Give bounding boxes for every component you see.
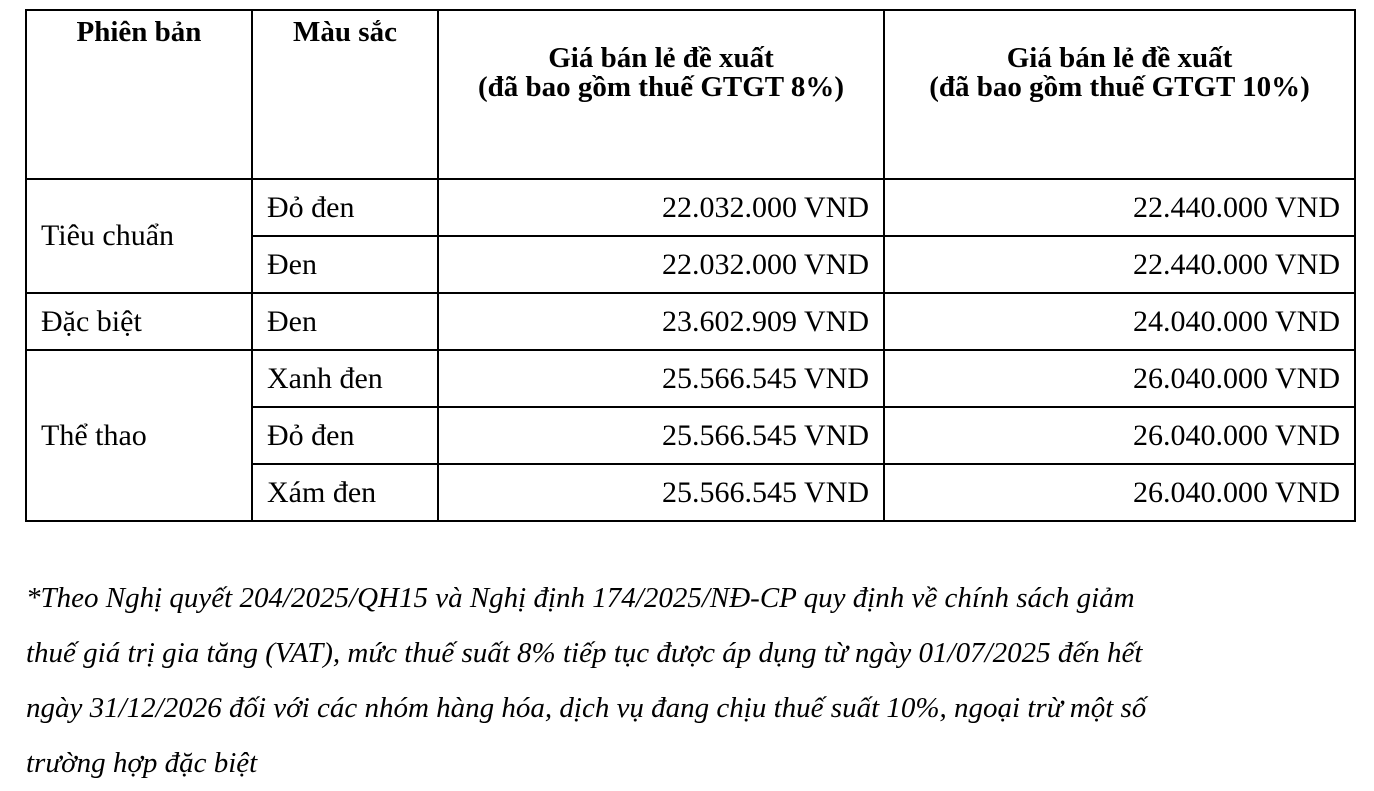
version-cell: Thể thao <box>26 350 252 521</box>
color-cell: Xám đen <box>252 464 438 521</box>
version-cell: Tiêu chuẩn <box>26 179 252 293</box>
header-color <box>252 10 438 179</box>
footnote-line: ngày 31/12/2026 đối với các nhóm hàng hóa, dịch vụ đang chịu thuế suất 10%, ngoại trừ một số <box>26 692 1147 724</box>
header-color-label: Màu sắc <box>293 16 397 48</box>
footnote-line: thuế giá trị gia tăng (VAT), mức thuế suất 8% tiếp tục được áp dụng từ ngày 01/07/2025 đến hết <box>26 637 1143 669</box>
header-price-8-line2: (đã bao gồm thuế GTGT 8%) <box>477 71 845 103</box>
price-table <box>25 9 1356 522</box>
table-row <box>26 350 1355 407</box>
table-row <box>26 179 1355 236</box>
footnote-line: *Theo Nghị quyết 204/2025/QH15 và Nghị định 174/2025/NĐ-CP quy định về chính sách giảm <box>26 582 1135 614</box>
price-8-cell: 22.032.000 VND <box>438 179 884 236</box>
header-version-label: Phiên bản <box>76 16 202 48</box>
version-cell: Đặc biệt <box>26 293 252 350</box>
header-version <box>26 10 252 179</box>
header-price-8-line1: Giá bán lẻ đề xuất <box>548 42 774 74</box>
color-cell: Đỏ đen <box>252 407 438 464</box>
header-row <box>26 10 1355 179</box>
header-price-10-line1: Giá bán lẻ đề xuất <box>1006 42 1233 74</box>
price-10-cell: 22.440.000 VND <box>884 179 1355 236</box>
color-cell: Xanh đen <box>252 350 438 407</box>
price-10-cell: 26.040.000 VND <box>884 407 1355 464</box>
color-cell: Đỏ đen <box>252 179 438 236</box>
price-8-cell: 25.566.545 VND <box>438 464 884 521</box>
price-8-cell: 23.602.909 VND <box>438 293 884 350</box>
price-10-cell: 26.040.000 VND <box>884 350 1355 407</box>
color-cell: Đen <box>252 236 438 293</box>
price-10-cell: 22.440.000 VND <box>884 236 1355 293</box>
color-cell: Đen <box>252 293 438 350</box>
header-price-10-line2: (đã bao gồm thuế GTGT 10%) <box>929 71 1310 103</box>
price-8-cell: 25.566.545 VND <box>438 350 884 407</box>
price-8-cell: 22.032.000 VND <box>438 236 884 293</box>
footnote-line: trường hợp đặc biệt <box>26 747 258 779</box>
price-10-cell: 26.040.000 VND <box>884 464 1355 521</box>
footnote <box>26 571 1316 791</box>
table-row <box>26 293 1355 350</box>
price-10-cell: 24.040.000 VND <box>884 293 1355 350</box>
header-price-10 <box>884 10 1355 179</box>
header-price-8 <box>438 10 884 179</box>
price-8-cell: 25.566.545 VND <box>438 407 884 464</box>
